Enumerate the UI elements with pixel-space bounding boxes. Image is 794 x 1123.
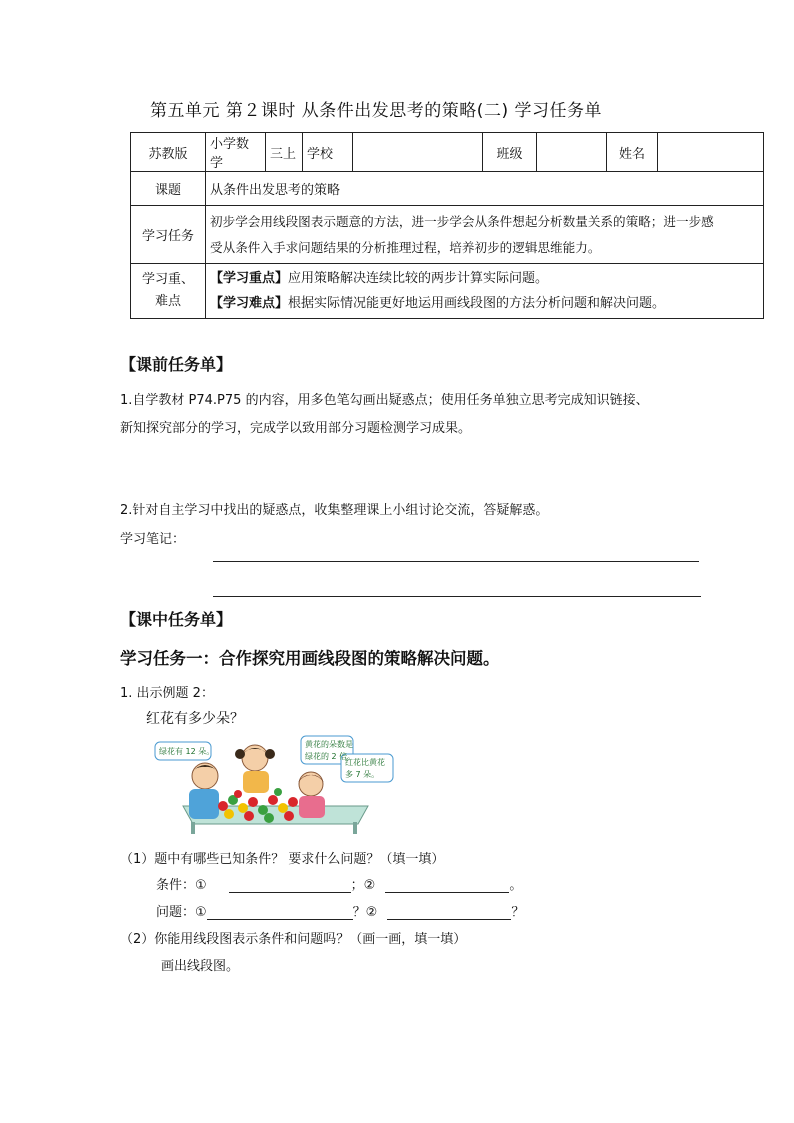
info-table bbox=[130, 132, 764, 319]
children-flowers-illustration bbox=[153, 734, 396, 834]
goal-line-2: 受从条件入手求问题结果的分析推理过程，培养初步的逻辑思维能力。 bbox=[210, 239, 601, 255]
difficulty-tag: 【学习难点】 bbox=[210, 296, 289, 311]
name-field[interactable] bbox=[658, 133, 764, 172]
question-2: （2）你能用线段图表示条件和问题吗？（画一画，填一填） bbox=[120, 932, 467, 947]
class-label: 班级 bbox=[483, 133, 537, 172]
condition-row bbox=[156, 874, 522, 893]
ask-row bbox=[156, 901, 524, 920]
key-point-text: 应用策略解决连续比较的两步计算实际问题。 bbox=[288, 271, 549, 286]
example-label: 1. 出示例题 2： bbox=[120, 686, 214, 701]
bubble-yellow-text-2: 绿花的 2 倍。 bbox=[305, 752, 356, 761]
condition-end: 。 bbox=[509, 878, 523, 893]
class-field[interactable] bbox=[537, 133, 607, 172]
school-label: 学校 bbox=[303, 133, 353, 172]
key-label-2: 难点 bbox=[154, 294, 181, 309]
key-label-1: 学习重、 bbox=[141, 272, 194, 287]
bubble-green-text: 绿花有 12 朵。 bbox=[159, 747, 215, 756]
ask-separator: ？② bbox=[352, 905, 378, 920]
ask-blank-1[interactable] bbox=[207, 905, 353, 920]
bubble-red-text-1: 红花比黄花 bbox=[345, 758, 385, 767]
pre-class-heading: 【课前任务单】 bbox=[120, 355, 233, 374]
topic-label: 课题 bbox=[131, 172, 206, 206]
condition-label: 条件：① bbox=[156, 878, 207, 893]
topic-value: 从条件出发思考的策略 bbox=[206, 172, 764, 206]
ask-end: ？ bbox=[511, 905, 525, 920]
notes-line-1[interactable] bbox=[213, 561, 699, 562]
example-question: 红花有多少朵？ bbox=[146, 711, 244, 727]
school-field[interactable] bbox=[353, 133, 483, 172]
ask-label: 问题：① bbox=[156, 905, 207, 920]
draw-instruction: 画出线段图。 bbox=[161, 959, 240, 974]
ask-blank-2[interactable] bbox=[387, 905, 511, 920]
page-title: 第五单元 第２课时 从条件出发思考的策略(二) 学习任务单 bbox=[150, 101, 602, 121]
question-1: （1）题中有哪些已知条件？ 要求什么问题？（填一填） bbox=[120, 852, 445, 867]
subject-cell: 小学数学 bbox=[206, 133, 266, 172]
difficulty-text: 根据实际情况能更好地运用画线段图的方法分析问题和解决问题。 bbox=[288, 296, 666, 311]
pre-item1-line2: 新知探究部分的学习，完成学以致用部分习题检测学习成果。 bbox=[120, 421, 472, 436]
pre-item1-line1: 1.自学教材 P74.P75 的内容，用多色笔勾画出疑惑点；使用任务单独立思考完成知识链接、 bbox=[120, 393, 649, 408]
goal-line-1: 初步学会用线段图表示题意的方法，进一步学会从条件想起分析数量关系的策略；进一步感 bbox=[210, 213, 714, 229]
notes-line-2[interactable] bbox=[213, 596, 701, 597]
grade-cell: 三上 bbox=[266, 133, 303, 172]
condition-blank-1[interactable] bbox=[229, 878, 351, 893]
in-class-heading: 【课中任务单】 bbox=[120, 610, 233, 629]
pre-item2: 2.针对自主学习中找出的疑惑点，收集整理课上小组讨论交流，答疑解惑。 bbox=[120, 503, 549, 518]
condition-blank-2[interactable] bbox=[385, 878, 509, 893]
goal-label: 学习任务 bbox=[131, 206, 206, 264]
notes-label: 学习笔记： bbox=[120, 532, 186, 547]
bubble-yellow-text-1: 黄花的朵数是 bbox=[305, 740, 353, 749]
version-cell: 苏教版 bbox=[131, 133, 206, 172]
task-one-title: 学习任务一：合作探究用画线段图的策略解决问题。 bbox=[120, 649, 500, 668]
bubble-red-text-2: 多 7 朵。 bbox=[345, 770, 380, 779]
name-label: 姓名 bbox=[607, 133, 658, 172]
condition-separator: ；② bbox=[350, 878, 376, 893]
key-point-tag: 【学习重点】 bbox=[210, 271, 289, 286]
